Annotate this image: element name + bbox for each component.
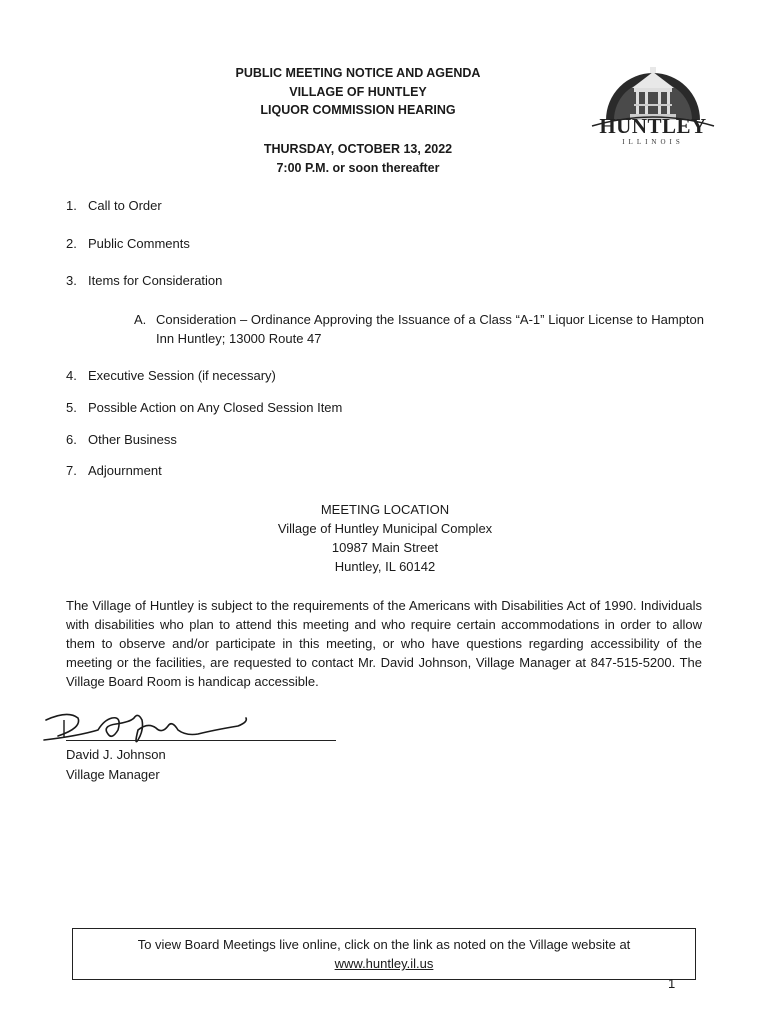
page-number: 1 [668, 976, 676, 991]
agenda-item [66, 198, 162, 214]
header-hearing: LIQUOR COMMISSION HEARING [260, 103, 456, 117]
location-heading: MEETING LOCATION [320, 502, 450, 517]
location-city: Huntley, IL 60142 [334, 559, 436, 574]
agenda-sub-item [134, 310, 704, 348]
sub-item-text: Consideration – Ordinance Approving the Issuance of a Class “A-1” Liquor License to Hampton Inn Huntley; 13000 Route 47 [156, 312, 704, 346]
location-street: 10987 Main Street [331, 540, 439, 555]
agenda-item [66, 432, 177, 448]
agenda-item-text: Public Comments [88, 236, 190, 251]
agenda-item-number: 4. [66, 368, 77, 383]
meeting-time: 7:00 P.M. or soon thereafter [276, 161, 440, 175]
agenda-item-number: 3. [66, 273, 77, 288]
agenda-item [66, 273, 222, 289]
agenda-item-text: Executive Session (if necessary) [88, 368, 276, 383]
sub-item-letter: A. [134, 312, 147, 327]
logo-name: HUNTLEY [599, 114, 707, 138]
signatory-name: David J. Johnson [66, 747, 166, 762]
header-village: VILLAGE OF HUNTLEY [289, 84, 427, 99]
footer-text: To view Board Meetings live online, click on the link as noted on the Village website at [137, 937, 631, 952]
signature-line [66, 740, 336, 741]
agenda-item-number: 7. [66, 463, 77, 478]
logo-state: ILLINOIS [622, 138, 684, 146]
meeting-date: THURSDAY, OCTOBER 13, 2022 [263, 142, 453, 156]
signatory-title: Village Manager [66, 767, 160, 782]
agenda-item-text: Adjournment [88, 463, 162, 478]
huntley-logo [588, 58, 718, 150]
location-venue: Village of Huntley Municipal Complex [277, 521, 493, 536]
agenda-item-text: Items for Consideration [88, 273, 223, 288]
agenda-item-text: Other Business [88, 432, 177, 447]
agenda-item-text: Possible Action on Any Closed Session Item [88, 400, 343, 415]
agenda-item [66, 400, 342, 416]
agenda-item-number: 1. [66, 198, 77, 213]
meeting-datetime [190, 140, 526, 178]
village-website-link[interactable]: www.huntley.il.us [334, 956, 434, 971]
agenda-item [66, 463, 162, 479]
agenda-item [66, 368, 276, 384]
ada-notice: The Village of Huntley is subject to the requirements of the Americans with Disabilities Act of 1990. Individuals with disabilities who plan to attend this meeting and who require certain accommodations in order to allow them to observe and/or participate in this meeting, or who have questions regarding accessibility of the meeting or the facilities, are requested to contact Mr. David Johnson, Village Manager at 847-515-5200. The Village Board Room is handicap accessible. [66, 598, 702, 689]
agenda-item-text: Call to Order [88, 198, 162, 213]
agenda-item-number: 6. [66, 432, 77, 447]
meeting-location [200, 500, 570, 576]
footer-notice-box [72, 928, 696, 980]
agenda-item-number: 5. [66, 400, 77, 415]
agenda-item [66, 236, 190, 252]
notice-header [190, 64, 526, 120]
header-title: PUBLIC MEETING NOTICE AND AGENDA [235, 66, 481, 80]
agenda-item-number: 2. [66, 236, 77, 251]
